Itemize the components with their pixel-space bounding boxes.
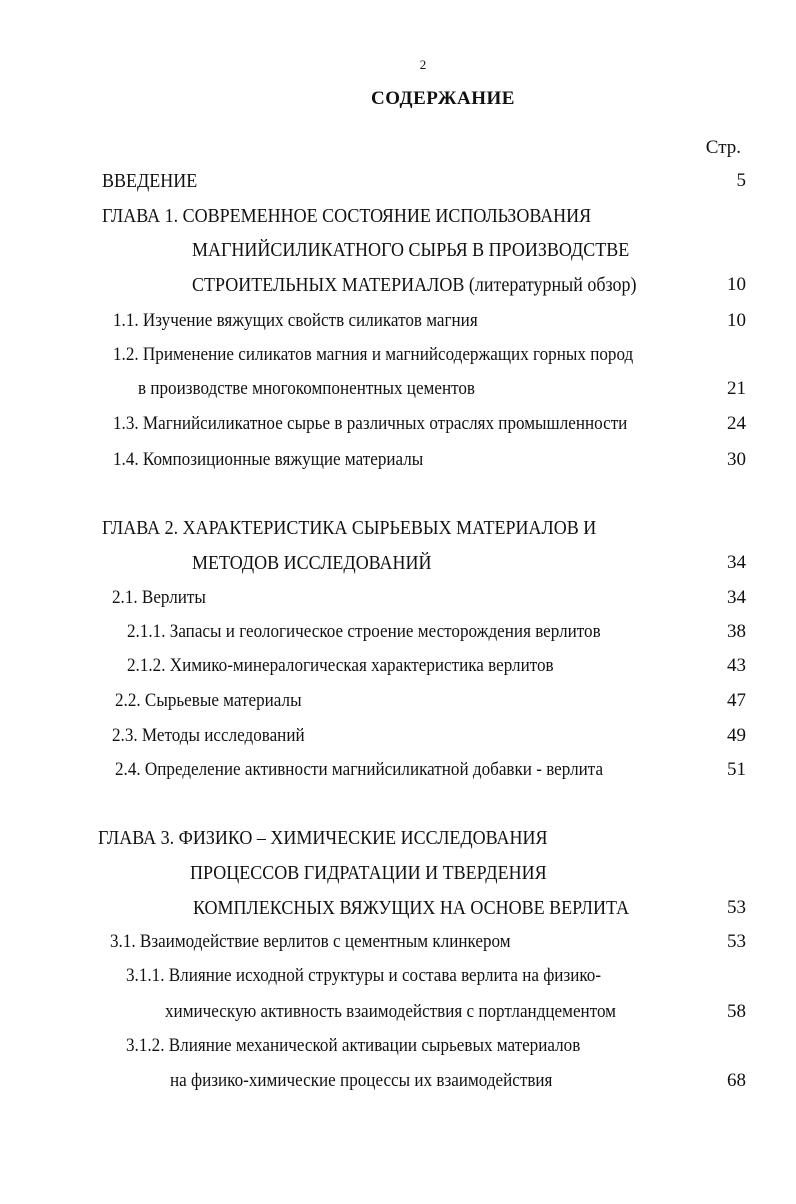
- toc-line: ГЛАВА 2. ХАРАКТЕРИСТИКА СЫРЬЕВЫХ МАТЕРИАЛОВ И: [102, 517, 597, 539]
- toc-page: 43: [727, 655, 746, 676]
- toc-line: 1.4. Композиционные вяжущие материалы: [113, 449, 424, 470]
- toc-line: ГЛАВА 1. СОВРЕМЕННОЕ СОСТОЯНИЕ ИСПОЛЬЗОВАНИЯ: [102, 205, 592, 227]
- toc-line: 3.1.1. Влияние исходной структуры и состава верлита на физико-: [126, 965, 602, 986]
- toc-page: 53: [727, 897, 746, 918]
- toc-line: ГЛАВА 3. ФИЗИКО – ХИМИЧЕСКИЕ ИССЛЕДОВАНИЯ: [98, 827, 548, 849]
- toc-page: 10: [727, 274, 746, 295]
- toc-line: СТРОИТЕЛЬНЫХ МАТЕРИАЛОВ (литературный обзор): [192, 274, 637, 296]
- toc-line: 2.1.2. Химико-минералогическая характеристика верлитов: [127, 655, 554, 676]
- toc-page: 21: [727, 378, 746, 399]
- toc-page: 24: [727, 413, 746, 434]
- toc-line: 1.1. Изучение вяжущих свойств силикатов магния: [113, 310, 478, 331]
- toc-line: 2.4. Определение активности магнийсиликатной добавки - верлита: [115, 759, 604, 780]
- toc-line: 3.1. Взаимодействие верлитов с цементным клинкером: [110, 931, 511, 952]
- page-title: СОДЕРЖАНИЕ: [371, 88, 515, 109]
- toc-page: 38: [727, 621, 746, 642]
- page-number: 2: [419, 57, 427, 72]
- toc-line: 3.1.2. Влияние механической активации сырьевых материалов: [126, 1035, 581, 1056]
- toc-line: 1.2. Применение силикатов магния и магнийсодержащих горных пород: [113, 344, 634, 365]
- toc-page: 68: [727, 1070, 746, 1091]
- toc-line: КОМПЛЕКСНЫХ ВЯЖУЩИХ НА ОСНОВЕ ВЕРЛИТА: [193, 897, 630, 919]
- toc-page: 51: [727, 759, 746, 780]
- toc-page: 47: [727, 690, 746, 711]
- toc-page: 49: [727, 725, 746, 746]
- page-column-label: Стр.: [705, 137, 741, 158]
- toc-line: химическую активность взаимодействия с портландцементом: [165, 1001, 617, 1022]
- toc-line: 2.3. Методы исследований: [112, 725, 305, 746]
- toc-line: 2.2. Сырьевые материалы: [115, 690, 302, 711]
- toc-line: 2.1.1. Запасы и геологическое строение месторождения верлитов: [127, 621, 601, 642]
- toc-page: 58: [727, 1001, 746, 1022]
- toc-line: ВВЕДЕНИЕ: [102, 170, 198, 192]
- toc-page: 30: [727, 449, 746, 470]
- toc-line: в производстве многокомпонентных цементов: [138, 378, 475, 399]
- toc-page: 34: [727, 552, 746, 573]
- toc-line: МАГНИЙСИЛИКАТНОГО СЫРЬЯ В ПРОИЗВОДСТВЕ: [192, 239, 630, 261]
- toc-line: МЕТОДОВ ИССЛЕДОВАНИЙ: [192, 552, 432, 574]
- toc-page: 10: [727, 310, 746, 331]
- toc-line: 1.3. Магнийсиликатное сырье в различных отраслях промышленности: [113, 413, 628, 434]
- toc-line: ПРОЦЕССОВ ГИДРАТАЦИИ И ТВЕРДЕНИЯ: [190, 862, 547, 884]
- toc-page: 34: [727, 587, 746, 608]
- toc-line: на физико-химические процессы их взаимодействия: [170, 1070, 553, 1091]
- toc-line: 2.1. Верлиты: [112, 587, 206, 608]
- toc-page: 53: [727, 931, 746, 952]
- toc-page: 5: [736, 170, 746, 191]
